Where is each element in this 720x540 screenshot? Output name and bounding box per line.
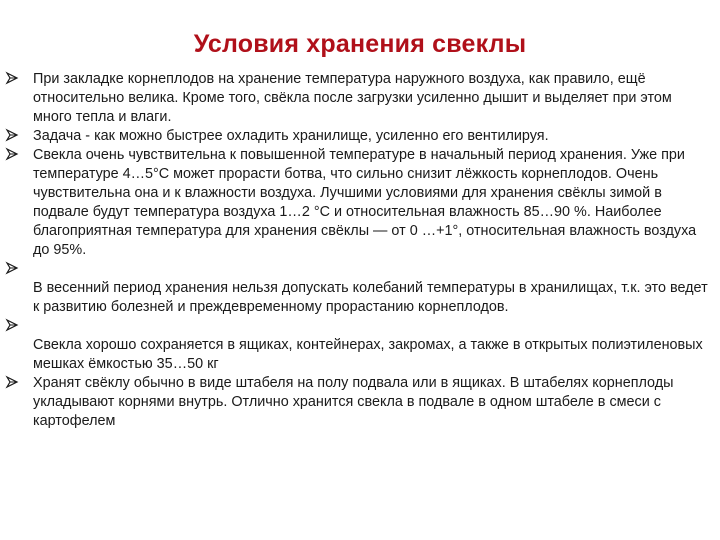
list-item [0, 317, 720, 374]
slide-title: Условия хранения свеклы [193, 30, 527, 58]
list-item [0, 146, 720, 260]
blank-line [33, 260, 712, 279]
list-item-text: Свекла хорошо сохраняется в ящиках, контейнерах, закромах, а также в открытых полиэтиленовых мешках ёмкостью 35…50 кг [33, 337, 703, 372]
list-item-text: При закладке корнеплодов на хранение температура наружного воздуха, как правило, ещё относительно велика. Кроме того, свёкла после загрузки усиленно дышит и выделяет при этом много тепла и влаги. [33, 71, 672, 125]
arrow-bullet-icon [5, 147, 19, 161]
arrow-bullet-icon [5, 128, 19, 142]
list-item [0, 70, 720, 127]
list-item-text: Задача - как можно быстрее охладить хранилище, усиленно его вентилируя. [33, 128, 549, 144]
list-item [0, 374, 720, 431]
blank-line [33, 317, 712, 336]
arrow-bullet-icon [5, 71, 19, 85]
arrow-bullet-icon [5, 261, 19, 275]
list-item-text: В весенний период хранения нельзя допускать колебаний температуры в хранилищах, т.к. это ведет к развитию болезней и преждевременному прорастанию корнеплодов. [33, 280, 708, 315]
list-item-text: Свекла очень чувствительна к повышенной температуре в начальный период хранения. Уже при температуре 4…5°С может прорасти ботва, что сильно снизит лёжкость корнеплодов. Очень чувствительна она и к влажности воздуха. Лучшими условиями для хранения свёклы зимой в подвале будут температура воздуха 1…2 °С и относительная влажность 85…90 %. Наиболее благоприятная температура для хранения свёклы — от 0 …+1°, относительная влажность воздуха до 95%. [33, 147, 697, 258]
list-item [0, 260, 720, 317]
arrow-bullet-icon [5, 375, 19, 389]
arrow-bullet-icon [5, 318, 19, 332]
list-item [0, 127, 720, 146]
list-item-text: Хранят свёклу обычно в виде штабеля на полу подвала или в ящиках. В штабелях корнеплоды укладывают корнями внутрь. Отлично хранится свекла в подвале в одном штабеле в смеси с картофелем [33, 375, 674, 429]
bullet-list [0, 70, 720, 431]
